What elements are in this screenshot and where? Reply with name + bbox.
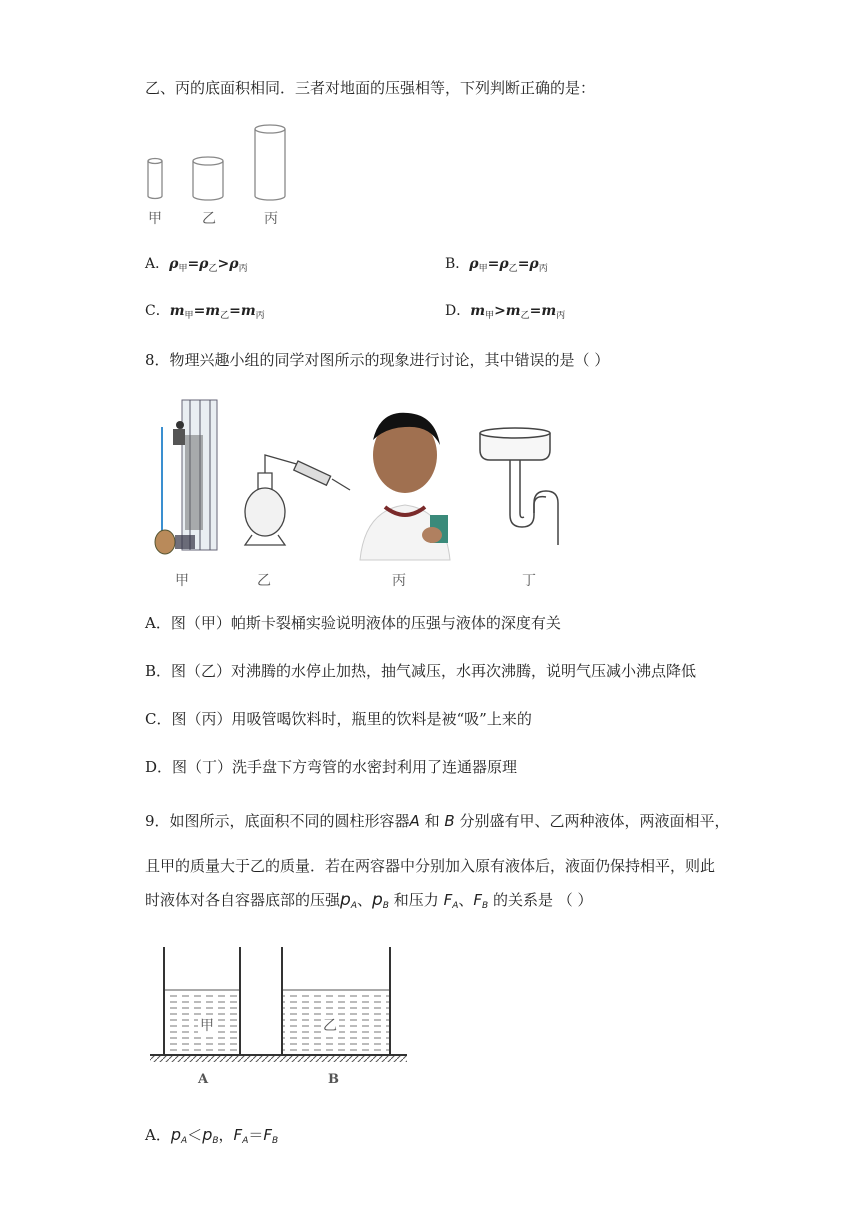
- q9-stem-line1: 9．如图所示，底面积不同的圆柱形容器A 和 B 分别盛有甲、乙两种液体，两液面相平，: [145, 812, 730, 830]
- q9-liquid-label-jia: 甲: [198, 1015, 216, 1035]
- q7-stem: 乙、丙的底面积相同．三者对地面的压强相等，下列判断正确的是：: [145, 79, 596, 97]
- q8-option-d: D．图（丁）洗手盘下方弯管的水密封利用了连通器原理: [145, 758, 518, 776]
- q7-option-b: B．$\rho_甲=\rho_乙=\rho_丙$: [445, 256, 548, 274]
- q8-label-jia: 甲: [175, 573, 189, 589]
- q7-option-c: C．$m_甲=m_乙=m_丙$: [145, 303, 265, 321]
- q7-label-yi: 乙: [202, 211, 216, 227]
- q8-option-b: B．图（乙）对沸腾的水停止加热，抽气减压，水再次沸腾，说明气压减小沸点降低: [145, 662, 697, 680]
- cylinder-jia: [148, 159, 162, 199]
- cylinder-yi: [193, 157, 223, 200]
- cylinder-bing: [255, 125, 285, 200]
- q8-option-c: C．图（丙）用吸管喝饮料时，瓶里的饮料是被“吸”上来的: [145, 710, 532, 728]
- q9-containers-figure: [145, 945, 425, 1075]
- pascal-barrel-image: [155, 400, 217, 554]
- q9-stem-line2: 且甲的质量大于乙的质量．若在两容器中分别加入原有液体后，液面仍保持相平，则此: [145, 857, 716, 875]
- q9-option-a: A．$p_A<p_B$，$F_A=F_B$: [145, 1125, 279, 1146]
- q7-label-bing: 丙: [264, 211, 278, 227]
- q7-option-a: A．$\rho_甲=\rho_乙>\rho_丙$: [145, 256, 248, 274]
- flask-syringe-image: [245, 455, 350, 545]
- q9-container-label-b: B: [328, 1072, 339, 1087]
- q8-option-a: A．图（甲）帕斯卡裂桶实验说明液体的压强与液体的深度有关: [145, 614, 561, 632]
- q9-liquid-label-yi: 乙: [321, 1015, 339, 1035]
- q9-stem-line3: 时液体对各自容器底部的压强$p_A$、$p_B$ 和压力 $F_A$、$F_B$ 的关系是 （ ）: [145, 890, 593, 911]
- boy-drinking-image: [360, 413, 450, 560]
- q7-label-jia: 甲: [148, 211, 162, 227]
- q7-option-d: D．$m_甲>m_乙=m_丙$: [445, 303, 566, 321]
- q8-stem: 8．物理兴趣小组的同学对图所示的现象进行讨论，其中错误的是（ ）: [145, 351, 610, 369]
- q8-label-yi: 乙: [257, 573, 271, 589]
- q9-container-label-a: A: [198, 1072, 209, 1087]
- q8-label-ding: 丁: [522, 573, 536, 589]
- sink-trap-image: [480, 428, 558, 545]
- q8-label-bing: 丙: [392, 573, 406, 589]
- q8-figure: [140, 395, 570, 565]
